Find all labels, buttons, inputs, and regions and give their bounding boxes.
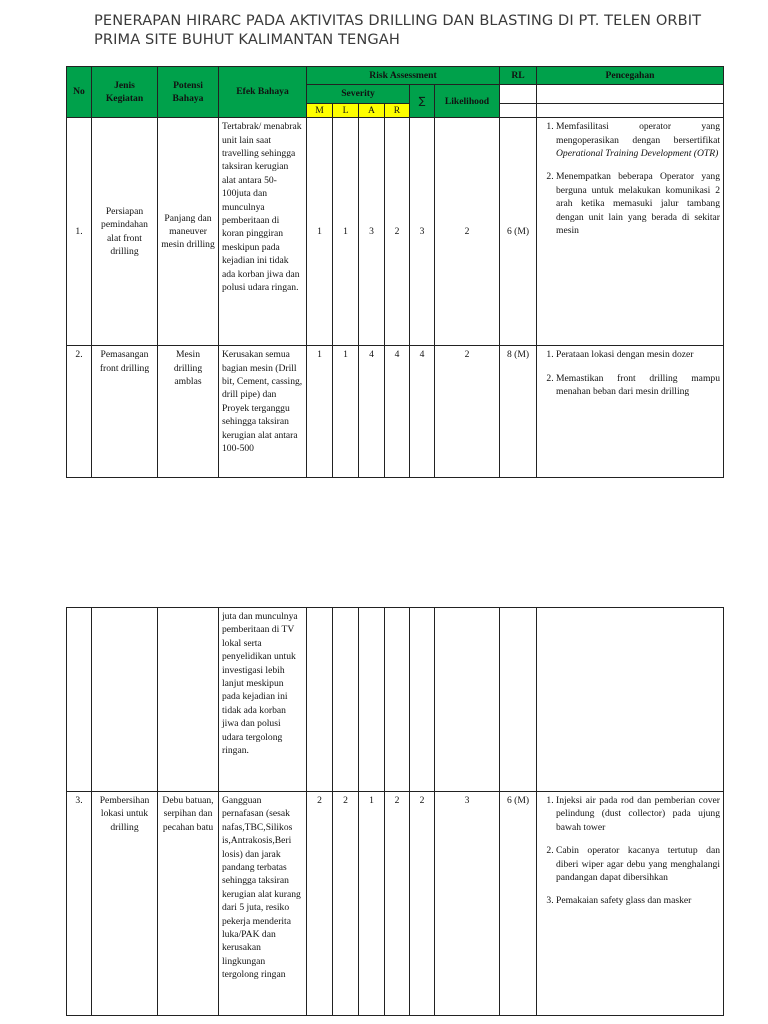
row-l: 1 bbox=[333, 346, 359, 478]
row-pencegahan bbox=[537, 792, 724, 1016]
row-m: 1 bbox=[307, 118, 333, 346]
row-m: 2 bbox=[307, 792, 333, 1016]
header-pencegahan: Pencegahan bbox=[537, 67, 724, 85]
row-efek: juta dan munculnya pemberitaan di TV lokal serta penyelidikan untuk investigasi lebih lanjut meskipun pada kejadian ini tidak ada korban jiwa dan polusi udara tergolong ringan. bbox=[219, 608, 307, 792]
severity-r: R bbox=[385, 103, 410, 117]
hirarc-table bbox=[66, 66, 724, 478]
row-no: 2. bbox=[67, 346, 92, 478]
row-efek: Kerusakan semua bagian mesin (Drill bit, Cement, cassing, drill pipe) dan Proyek terganggu sehingga taksiran kerugian alat antara 100-500 bbox=[219, 346, 307, 478]
row-r: 2 bbox=[385, 118, 410, 346]
prevention-item: 1. Perataan lokasi dengan mesin dozer bbox=[556, 348, 720, 361]
row-likelihood: 2 bbox=[435, 346, 500, 478]
prevention-item: 1. Injeksi air pada rod dan pemberian cover pelindung (dust collector) pada ujung bawah tower bbox=[556, 794, 720, 834]
row-pencegahan bbox=[537, 118, 724, 346]
row-pencegahan bbox=[537, 346, 724, 478]
header-rl: RL bbox=[500, 67, 537, 85]
row-rl: 6 (M) bbox=[500, 118, 537, 346]
row-l: 2 bbox=[333, 792, 359, 1016]
header-rl-blank bbox=[500, 85, 537, 103]
table-row bbox=[67, 792, 724, 1016]
row-potensi: Debu batuan, serpihan dan pecahan batu bbox=[158, 792, 219, 1016]
row-r: 4 bbox=[385, 346, 410, 478]
row-likelihood: 2 bbox=[435, 118, 500, 346]
document-title: PENERAPAN HIRARC PADA AKTIVITAS DRILLING DAN BLASTING DI PT. TELEN ORBIT PRIMA SITE BUHUT KALIMANTAN TENGAH bbox=[94, 12, 702, 48]
row-m: 1 bbox=[307, 346, 333, 478]
row-efek: Tertabrak/ menabrak unit lain saat travelling sehingga taksiran kerugian alat antara 50-100juta dan munculnya pemberitaan di koran pinggiran meskipun pada kejadian ini tidak ada korban jiwa dan polusi udara ringan. bbox=[219, 118, 307, 346]
header-rl-blank-2 bbox=[500, 103, 537, 117]
table-row-continued bbox=[67, 608, 724, 792]
row-sum: 2 bbox=[410, 792, 435, 1016]
row-a: 1 bbox=[359, 792, 385, 1016]
hirarc-table-continued bbox=[66, 607, 724, 1016]
severity-m: M bbox=[307, 103, 333, 117]
table-row bbox=[67, 118, 724, 346]
prevention-item: 3. Pemakaian safety glass dan masker bbox=[556, 894, 720, 907]
header-jenis: Jenis Kegiatan bbox=[92, 67, 158, 118]
prevention-item: 2. Cabin operator kacanya tertutup dan diberi wiper agar debu yang menghalangi pandangan dapat dibersihkan bbox=[556, 844, 720, 884]
table-row bbox=[67, 346, 724, 478]
row-no: 1. bbox=[67, 118, 92, 346]
prevention-item: 2. Menempatkan beberapa Operator yang berguna untuk melakukan komunikasi 2 arah ketika memasuki jalur tambang dengan unit lain yang berada di sekitar mesin bbox=[556, 170, 720, 237]
severity-l: L bbox=[333, 103, 359, 117]
prevention-item: 1. Memfasilitasi operator yang mengoperasikan dengan bersertifikat Operational Training Development (OTR) bbox=[556, 120, 720, 160]
header-sigma: ∑ bbox=[410, 85, 435, 118]
row-likelihood: 3 bbox=[435, 792, 500, 1016]
row-sum: 4 bbox=[410, 346, 435, 478]
row-jenis: Persiapan pemindahan alat front drilling bbox=[92, 118, 158, 346]
header-potensi: Potensi Bahaya bbox=[158, 67, 219, 118]
header-efek: Efek Bahaya bbox=[219, 67, 307, 118]
row-potensi: Panjang dan maneuver mesin drilling bbox=[158, 118, 219, 346]
row-potensi: Mesin drilling amblas bbox=[158, 346, 219, 478]
row-efek: Gangguan pernafasan (sesak nafas,TBC,Silikos is,Antrakosis,Beri losis) dan jarak pandang terbatas sehingga taksiran kerugian alat kurang dari 5 juta, resiko pekerja menderita luka/PAK dan kerusakan lingkungan tergolong ringan bbox=[219, 792, 307, 1016]
header-pencegahan-blank-2 bbox=[537, 103, 724, 117]
row-sum: 3 bbox=[410, 118, 435, 346]
row-r: 2 bbox=[385, 792, 410, 1016]
row-jenis: Pembersihan lokasi untuk drilling bbox=[92, 792, 158, 1016]
prevention-item: 2. Memastikan front drilling mampu menahan beban dari mesin drilling bbox=[556, 372, 720, 399]
row-jenis: Pemasangan front drilling bbox=[92, 346, 158, 478]
header-no: No bbox=[67, 67, 92, 118]
header-likelihood: Likelihood bbox=[435, 85, 500, 118]
row-no: 3. bbox=[67, 792, 92, 1016]
row-a: 4 bbox=[359, 346, 385, 478]
row-rl: 6 (M) bbox=[500, 792, 537, 1016]
row-a: 3 bbox=[359, 118, 385, 346]
header-risk-assessment: Risk Assessment bbox=[307, 67, 500, 85]
row-l: 1 bbox=[333, 118, 359, 346]
severity-a: A bbox=[359, 103, 385, 117]
row-rl: 8 (M) bbox=[500, 346, 537, 478]
header-severity: Severity bbox=[307, 85, 410, 103]
header-pencegahan-blank bbox=[537, 85, 724, 103]
